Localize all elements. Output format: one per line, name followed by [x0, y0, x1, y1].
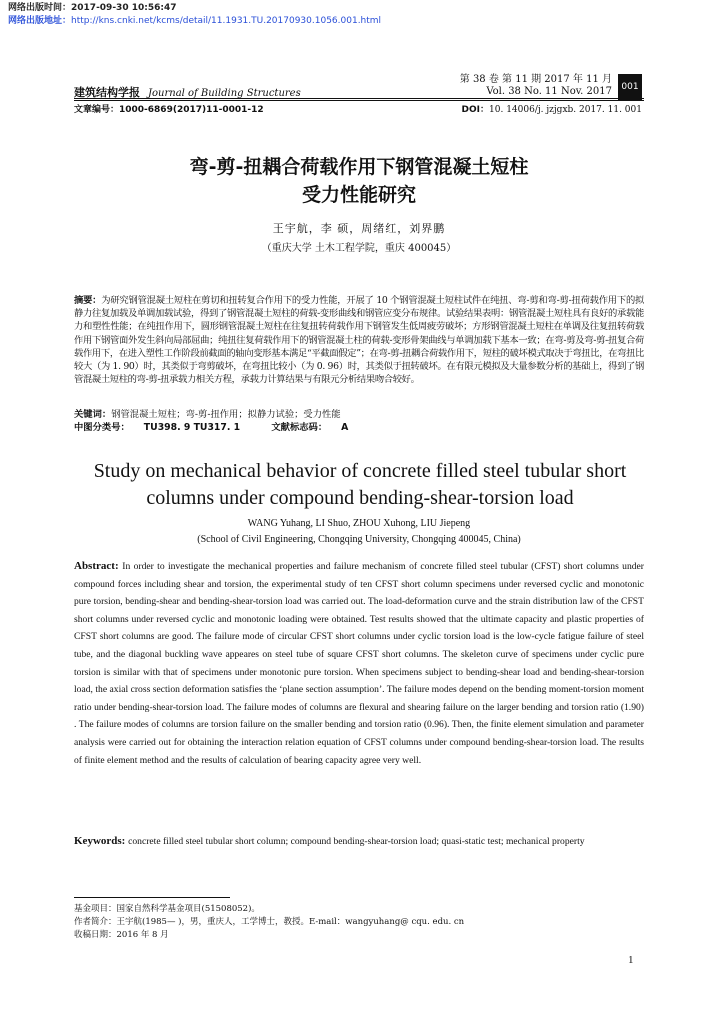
keywords-en-label: Keywords — [74, 835, 122, 847]
title-en-line-1: Study on mechanical behavior of concrete filled steel tubular short — [93, 460, 627, 482]
clc — [74, 422, 254, 433]
abstract-cn — [74, 294, 644, 386]
footnote-rule — [74, 897, 230, 898]
publication-url-line — [8, 15, 381, 28]
doi-label: DOI： — [461, 105, 490, 115]
journal-name-en: Journal of Building Structures — [148, 88, 301, 99]
volume-info-en: Vol. 38 No. 11 Nov. 2017 — [486, 86, 612, 97]
publication-time-line — [8, 2, 381, 15]
online-publication-info — [8, 2, 381, 28]
abstract-en-text: In order to investigate the mechanical properties and failure mechanism of concrete filled steel tubular (CFST) short columns under compound forces including shear and torsion, the experimental study of ten CFST short column specimens under reversed cyclic and monotonic pure torsion, bending-shear and bending-shear-torsion load was carried out. The load-deformation curve and the strain distribution law of the CFST short columns under reversed cyclic and monotonic loading were obtained. Test results showed that the ultimate capacity and plastic properties of CFST short columns are good. The failure mode of circular CFST short columns under cyclic torsion load is the low-cycle fatigue failure of steel tube, and the diagonal buckling wave appeares on steel tube of square CFST short columns. The skeleton curve of specimens under cyclic pure torsion is similar with that of specimens under monotonic pure torsion. When specimens subject to bending-shear load and bending-shear-torsion load, the axial cross section deformation satisfies the ‘plane section assumption’. The failure modes depend on the bending moment-torsion moment ratio under bending-shear-torsion load. The failure modes of columns are flexural and shearing failure on the larger bending and torsion ratio (1.90) . The failure modes of columns are torsion failure on the smaller bending and torsion ratio (0.96). Then, the finite element simulation and parameter analysis were carried out for obtaining the interaction relation equation of CFST columns under compound bending-shear-torsion load. The results of finite element method and the results of calculation of bearing capacity agree very well. — [74, 561, 644, 766]
article-number: 文章编号：1000-6869(2017)11-0001-12 — [74, 105, 264, 115]
page-number: 1 — [628, 954, 634, 966]
keywords-cn-label: 关键词： — [74, 409, 112, 420]
abstract-en-label: Abstract — [74, 560, 115, 572]
doc-code-value: A — [341, 422, 349, 433]
publication-time: 2017-09-30 10:56:47 — [71, 3, 177, 13]
document-code — [271, 422, 362, 433]
clc-value: TU398. 9 TU317. 1 — [143, 422, 241, 433]
doi — [462, 102, 642, 115]
title-en-line-2: columns under compound bending-shear-torsion load — [146, 487, 574, 509]
footnote-funding: 基金项目：国家自然科学基金项目(51508052)。 — [74, 904, 260, 914]
keywords-en: Keywords: concrete filled steel tubular short column; compound bending-shear-torsion load; quasi-static test; mechanical property — [74, 835, 585, 847]
page-badge: 001 — [618, 74, 642, 100]
classification-line — [74, 419, 376, 433]
authors-en: WANG Yuhang, LI Shuo, ZHOU Xuhong, LIU Jiepeng — [247, 518, 471, 529]
abstract-en: Abstract: In order to investigate the mechanical properties and failure mechanism of concrete filled steel tubular (CFST) short columns under compound forces including shear and torsion, the experimental study of ten CFST short column specimens under reversed cyclic and monotonic pure torsion, bending-shear and bending-shear-torsion load was carried out. The load-deformation curve and the strain distribution law of the CFST short columns under reversed cyclic and monotonic loading were obtained. Test results showed that the ultimate capacity and plastic properties of CFST short columns are good. The failure mode of circular CFST short columns under cyclic torsion load is the low-cycle fatigue failure of steel tube, and the diagonal buckling wave appeares on steel tube of square CFST short columns. The skeleton curve of specimens under cyclic pure torsion is similar with that of specimens under monotonic pure torsion. When specimens subject to bending-shear load and bending-shear-torsion load, the axial cross section deformation satisfies the ‘plane section assumption’. The failure modes depend on the bending moment-torsion moment ratio under bending-shear-torsion load. The failure modes of columns are flexural and shearing failure on the larger bending and torsion ratio (1.90) . The failure modes of columns are torsion failure on the smaller bending and torsion ratio (0.96). Then, the finite element simulation and parameter analysis were carried out for obtaining the interaction relation equation of CFST columns under compound bending-shear-torsion load. The results of finite element method and the results of calculation of bearing capacity agree very well. — [74, 560, 644, 766]
title-cn-line-1: 弯-剪-扭耦合荷载作用下钢管混凝土短柱 — [189, 156, 529, 178]
volume-info-cn: 第 38 卷 第 11 期 2017 年 11 月 — [459, 74, 612, 85]
keywords-cn — [74, 406, 341, 420]
abstract-cn-label: 摘要： — [74, 295, 102, 306]
volume-info — [460, 74, 612, 98]
doi-value: 10. 14006/j. jzjgxb. 2017. 11. 001 — [489, 105, 642, 115]
footnotes — [74, 903, 464, 942]
header-rule-thin — [74, 100, 644, 101]
header-rule — [74, 98, 644, 99]
title-cn-line-2: 受力性能研究 — [301, 184, 416, 206]
authors-cn: 王宇航，李 硕，周绪红，刘界鹏 — [272, 222, 446, 235]
publication-url-link[interactable]: http://kns.cnki.net/kcms/detail/11.1931.TU.20170930.1056.001.html — [71, 16, 382, 26]
affiliation-cn: （重庆大学 土木工程学院，重庆 400045） — [261, 243, 457, 254]
footnote-received: 收稿日期：2016 年 8 月 — [74, 930, 169, 940]
affiliation-en: (School of Civil Engineering, Chongqing University, Chongqing 400045, China) — [197, 534, 521, 545]
clc-label: 中图分类号： — [74, 422, 130, 433]
keywords-cn-text: 钢管混凝土短柱；弯-剪-扭作用；拟静力试验；受力性能 — [111, 409, 341, 420]
doc-code-label: 文献标志码： — [271, 422, 328, 433]
abstract-cn-text: 为研究钢管混凝土短柱在剪切和扭转复合作用下的受力性能，开展了 10 个钢管混凝土短柱试件在纯扭、弯-剪和弯-剪-扭荷载作用下的拟静力往复加载及单调加载试验，得到了钢管混凝土短柱的荷载-变形曲线和钢管应变分布规律。试验结果表明：钢管混凝土短柱具有良好的承载能力和塑性性能；在纯扭作用下，圆形钢管混凝土短柱在往复扭转荷载作用下钢管发生低周疲劳破坏；方形钢管混凝土短柱在单调及往复扭转荷载作用下钢管面外发生斜向局部屈曲；纯扭往复荷载作用下的钢管混凝土柱的荷载-变形骨架曲线与单调加载下基本一致；在弯-剪及弯-剪-扭复合荷载作用下，在进入塑性工作阶段前截面的轴向变形基本满足“平截面假定”；在弯-剪-扭耦合荷载作用下，短柱的破坏模式取决于弯扭比，在弯扭比较大（为 1. 90）时，其类似于弯剪破坏，在弯扭比较小（为 0. 96）时，其类似于扭转破坏。在有限元模拟及大量参数分析的基础上，得到了钢管混凝土短柱的弯-剪-扭承载力相关方程，承载力计算结果与有限元分析结果吻合较好。 — [74, 295, 644, 386]
publication-url-label: 网络出版地址： — [8, 16, 72, 26]
journal-name-cn: 建筑结构学报 — [74, 86, 140, 99]
keywords-en-text: concrete filled steel tubular short column; compound bending-shear-torsion load; quasi-static test; mechanical property — [128, 836, 585, 847]
footnote-author: 作者简介：王宇航(1985— )，男，重庆人，工学博士，教授。E-mail：wangyuhang@ cqu. edu. cn — [74, 917, 465, 927]
publication-time-label: 网络出版时间： — [8, 3, 72, 13]
